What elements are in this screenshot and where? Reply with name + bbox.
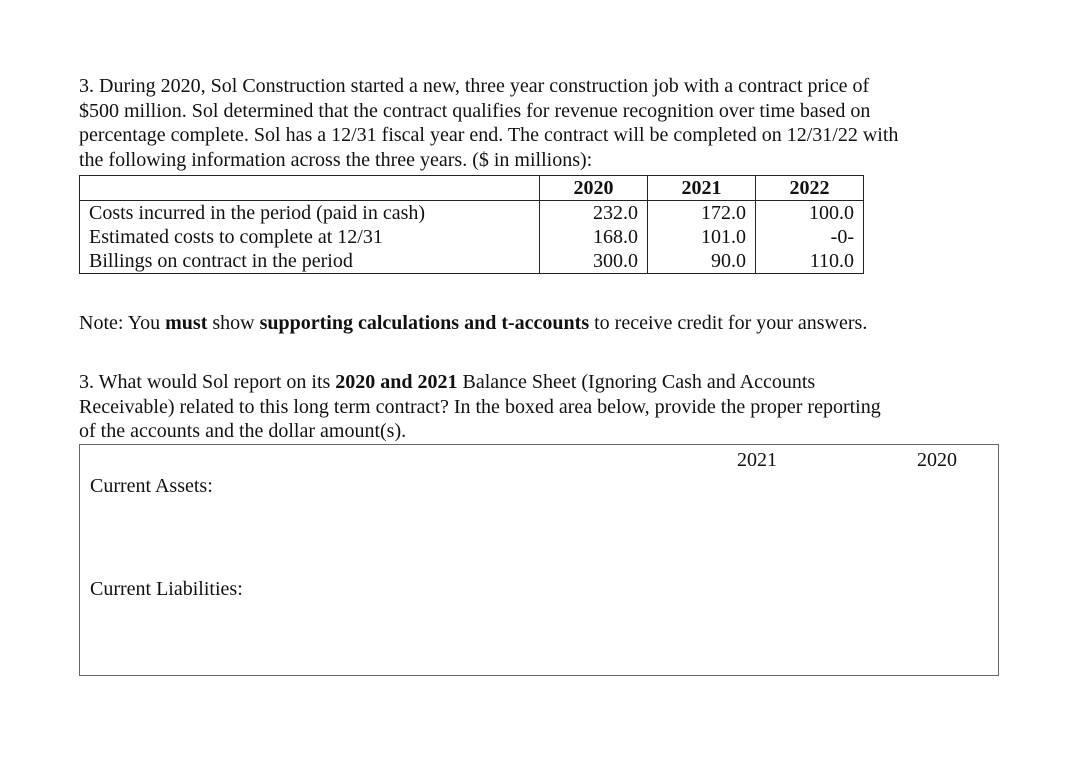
table-header-cell: 2020 [540,176,648,201]
note-text: Note: You [79,312,166,334]
answer-box[interactable] [79,444,999,676]
question-line: of the accounts and the dollar amount(s). [79,420,407,443]
intro-line: percentage complete. Sol has a 12/31 fiscal year end. The contract will be completed on 12/31/22 with [79,124,899,147]
answer-year-column: 2020 [917,449,957,471]
table-row [80,225,864,249]
contract-data-table [79,175,864,274]
table-row [80,201,864,226]
table-cell: -0- [756,225,864,249]
table-header-cell: 2022 [756,176,864,201]
question-emphasis: 2020 and 2021 [335,371,458,393]
intro-line: $500 million. Sol determined that the contract qualifies for revenue recognition over time based on [79,99,871,122]
note-emphasis: supporting calculations and t-accounts [259,312,590,334]
note-emphasis: must [165,312,208,334]
table-cell: 101.0 [648,225,756,249]
table-cell: 300.0 [540,249,648,274]
answer-year-column: 2021 [737,449,777,471]
intro-line: the following information across the three years. ($ in millions): [79,148,593,171]
table-header-cell [80,176,540,201]
note-paragraph [79,311,867,336]
table-cell: 232.0 [540,201,648,226]
table-header-row [80,176,864,201]
question-text: Balance Sheet (Ignoring Cash and Accounts [457,371,816,393]
table-cell: 90.0 [648,249,756,274]
note-text: show [207,312,260,334]
row-label: Estimated costs to complete at 12/31 [80,225,540,249]
note-text: to receive credit for your answers. [589,312,868,334]
question-line: Receivable) related to this long term contract? In the boxed area below, provide the proper reporting [79,395,881,418]
current-assets-label: Current Assets: [90,475,213,497]
table-cell: 168.0 [540,225,648,249]
question-paragraph [79,370,881,444]
table-cell: 100.0 [756,201,864,226]
problem-intro [79,74,898,172]
row-label: Billings on contract in the period [80,249,540,274]
question-text: 3. What would Sol report on its [79,371,336,393]
question-line [79,370,881,395]
table-cell: 172.0 [648,201,756,226]
intro-line: 3. During 2020, Sol Construction started a new, three year construction job with a contract price of [79,75,870,97]
table-header-cell: 2021 [648,176,756,201]
row-label: Costs incurred in the period (paid in cash) [80,201,540,226]
table-cell: 110.0 [756,249,864,274]
table-row [80,249,864,274]
current-liabilities-label: Current Liabilities: [90,578,243,600]
